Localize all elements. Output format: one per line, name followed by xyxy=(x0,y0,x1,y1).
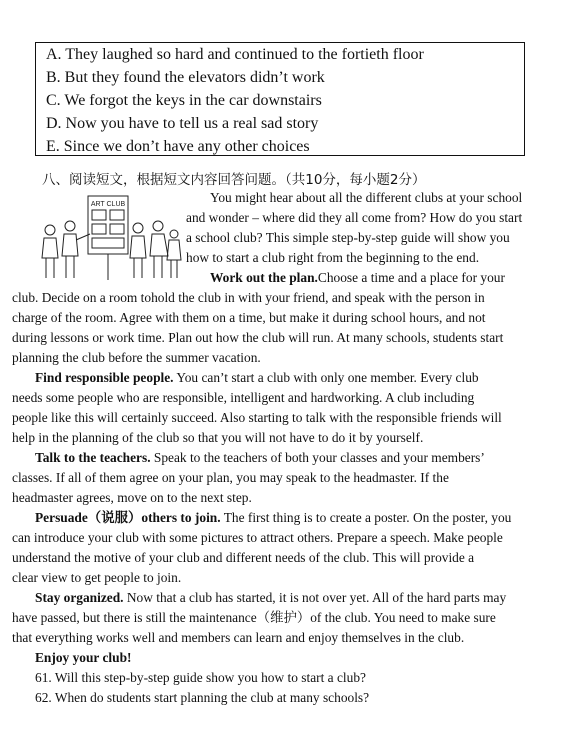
teachers-title: Talk to the teachers. xyxy=(35,450,151,465)
persuade-first-text: The first thing is to create a poster. On the poster, you xyxy=(220,510,512,525)
intro-line-3: a school club? This simple step-by-step guide will show you xyxy=(186,230,510,245)
persuade-line-2: understand the motive of your club and different needs of the club. This will provide a xyxy=(12,550,475,565)
persuade-line-3: clear view to get people to join. xyxy=(12,570,182,585)
question-61: 61. Will this step-by-step guide show you how to start a club? xyxy=(35,670,366,685)
choice-a: A. They laughed so hard and continued to the fortieth floor xyxy=(46,46,424,63)
responsible-first-line xyxy=(35,370,479,386)
organized-line-1: have passed, but there is still the maintenance（维护）of the club. You need to make sure xyxy=(12,610,496,625)
plan-line-2: charge of the room. Agree with them on a time, but make it during school hours, and not xyxy=(12,310,486,325)
responsible-line-3: help in the planning of the club so that you will not have to do it by yourself. xyxy=(12,430,424,445)
enjoy-heading: Enjoy your club! xyxy=(35,650,132,665)
teachers-line-2: headmaster agrees, move on to the next step. xyxy=(12,490,252,505)
choice-e: E. Since we don’t have any other choices xyxy=(46,138,310,155)
organized-first-line xyxy=(35,590,506,606)
section-heading: 八、阅读短文，根据短文内容回答问题。（共10分，每小题2分） xyxy=(42,172,426,188)
art-club-illustration xyxy=(38,194,182,284)
plan-title: Work out the plan. xyxy=(210,270,318,285)
intro-line-4: how to start a club right from the beginning to the end. xyxy=(186,250,480,265)
plan-line-4: planning the club before the summer vacation. xyxy=(12,350,261,365)
responsible-first-text: You can’t start a club with only one member. Every club xyxy=(173,370,479,385)
choice-b: B. But they found the elevators didn’t work xyxy=(46,69,325,86)
organized-first-text: Now that a club has started, it is not over yet. All of the hard parts may xyxy=(123,590,507,605)
plan-first-line xyxy=(210,270,505,286)
choice-c: C. We forgot the keys in the car downstairs xyxy=(46,92,322,109)
persuade-line-1: can introduce your club with some pictures to attract others. Prepare a speech. Make people xyxy=(12,530,503,545)
teachers-first-text: Speak to the teachers of both your classes and your members’ xyxy=(150,450,485,465)
organized-title: Stay organized. xyxy=(35,590,124,605)
teachers-line-1: classes. If all of them agree on your plan, you may speak to the headmaster. If the xyxy=(12,470,449,485)
organized-line-2: that everything works well and members can learn and enjoy themselves in the club. xyxy=(12,630,465,645)
sign-text: ART CLUB xyxy=(90,201,126,208)
responsible-title: Find responsible people. xyxy=(35,370,174,385)
intro-line-2: and wonder – where did they all come from? How do you start xyxy=(186,210,523,225)
question-62: 62. When do students start planning the club at many schools? xyxy=(35,690,370,705)
choice-d: D. Now you have to tell us a real sad story xyxy=(46,115,319,132)
intro-line-1: You might hear about all the different clubs at your school xyxy=(210,190,523,205)
persuade-title: Persuade（说服）others to join. xyxy=(35,510,221,525)
teachers-first-line xyxy=(35,450,485,466)
choices-box xyxy=(35,42,525,156)
plan-line-3: during lessons or work time. Plan out how the club will run. At many schools, students start xyxy=(12,330,504,345)
plan-line-1: club. Decide on a room tohold the club in with your friend, and speak with the person in xyxy=(12,290,485,305)
plan-first-text: Choose a time and a place for your xyxy=(317,270,505,285)
responsible-line-1: needs some people who are responsible, intelligent and hardworking. A club including xyxy=(12,390,475,405)
responsible-line-2: people like this will certainly succeed. Also starting to talk with the responsible friends will xyxy=(12,410,502,425)
persuade-first-line xyxy=(35,510,511,526)
